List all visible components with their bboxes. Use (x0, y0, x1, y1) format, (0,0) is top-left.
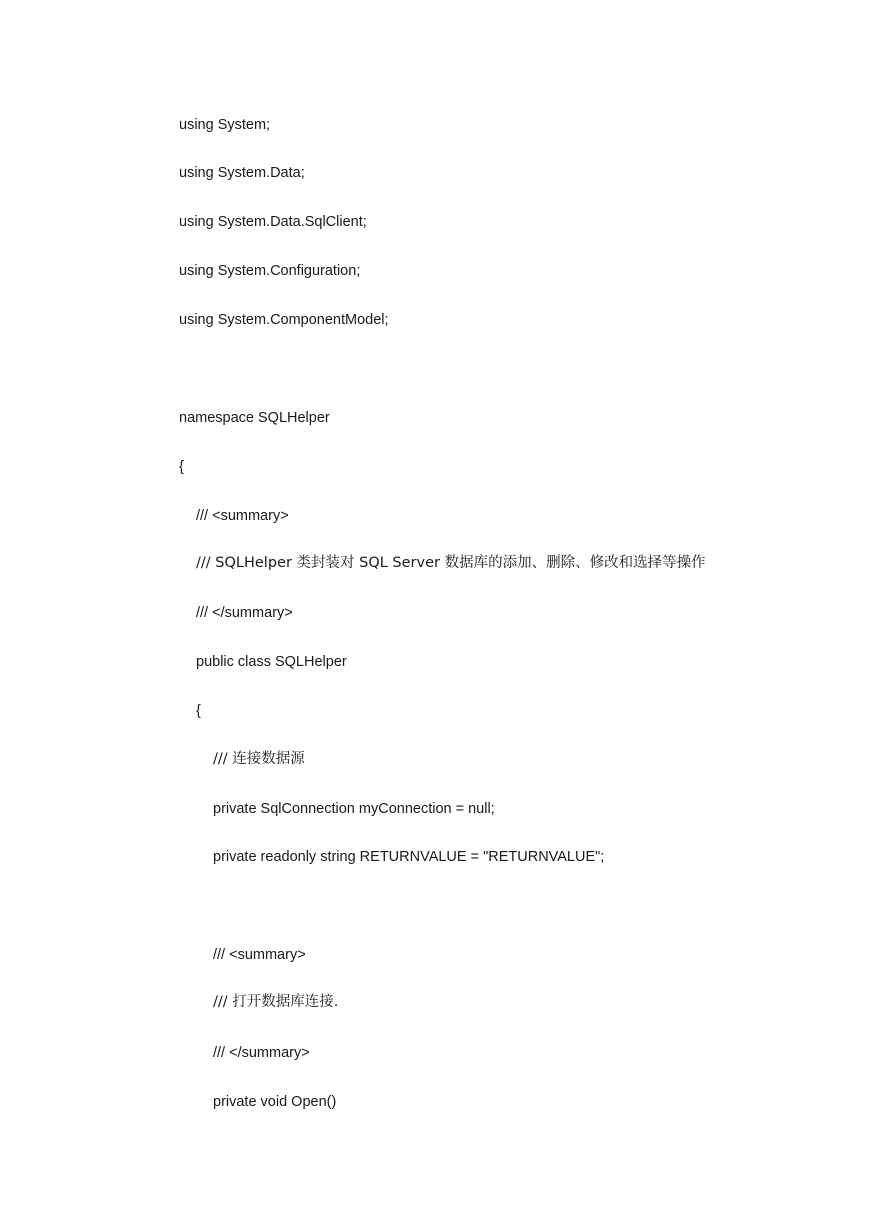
code-line-comment-open-db: /// 打开数据库连接. (213, 994, 339, 1010)
code-line-namespace: namespace SQLHelper (179, 410, 330, 426)
code-line-class-declaration: public class SQLHelper (196, 654, 347, 670)
code-line-using-sqlclient: using System.Data.SqlClient; (179, 214, 367, 230)
code-line-comment-connect: /// 连接数据源 (213, 751, 305, 767)
code-line-open-method: private void Open() (213, 1094, 337, 1110)
code-line-summary-open-2: /// <summary> (213, 947, 306, 963)
code-line-returnvalue-field: private readonly string RETURNVALUE = "RETURNVALUE"; (213, 849, 605, 865)
code-line-namespace-open-brace: { (179, 459, 184, 475)
code-line-using-componentmodel: using System.ComponentModel; (179, 312, 389, 328)
code-line-summary-close: /// </summary> (196, 605, 293, 621)
code-line-summary-open: /// <summary> (196, 508, 289, 524)
code-line-connection-field: private SqlConnection myConnection = null; (213, 801, 495, 817)
code-line-summary-close-2: /// </summary> (213, 1045, 310, 1061)
code-line-using-configuration: using System.Configuration; (179, 263, 361, 279)
code-line-summary-description: /// SQLHelper 类封装对 SQL Server 数据库的添加、删除、修改和选择等操作 (196, 555, 706, 571)
code-line-using-system: using System; (179, 117, 271, 133)
code-line-using-system-data: using System.Data; (179, 165, 305, 181)
code-line-class-open-brace: { (196, 703, 201, 719)
